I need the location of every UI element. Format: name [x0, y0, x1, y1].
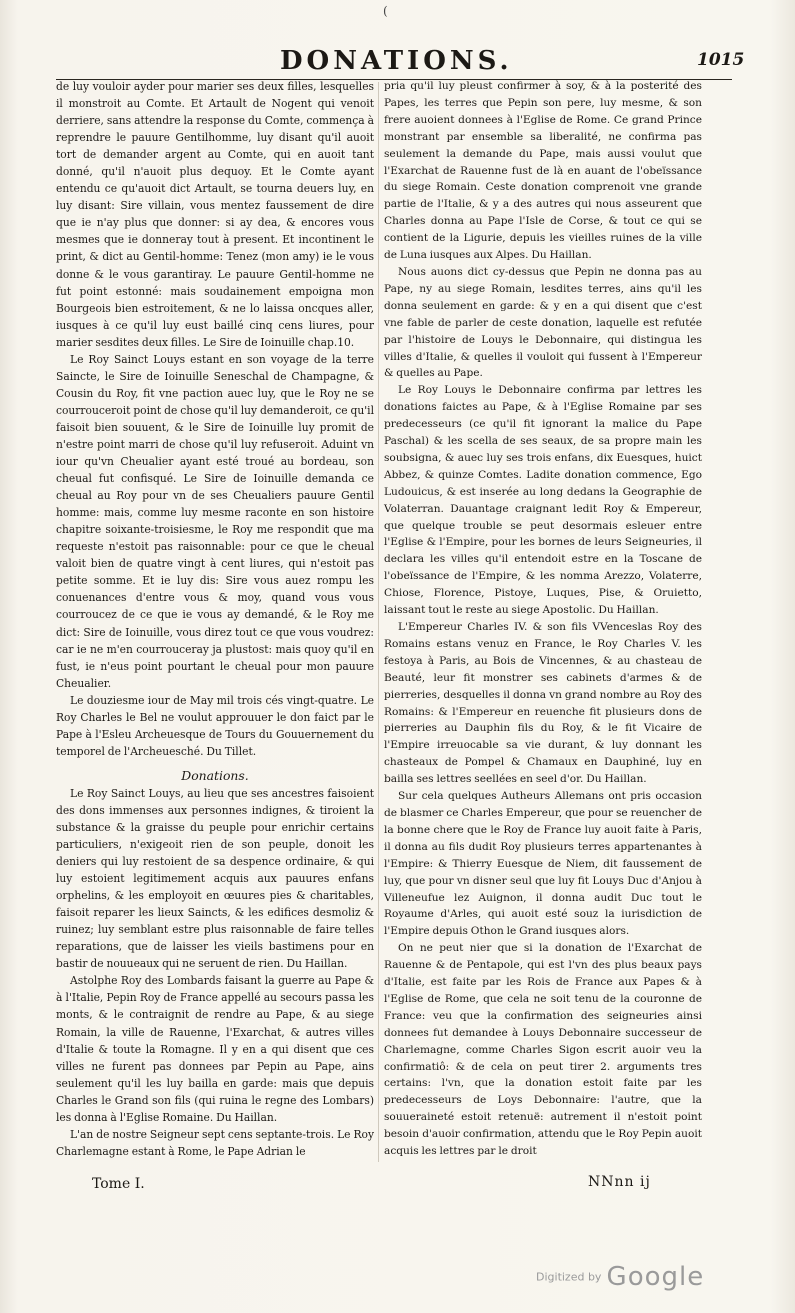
watermark-prefix: Digitized by — [536, 1270, 602, 1284]
paragraph: L'Empereur Charles IV. & son fils VVenceslas Roy des Romains estans venuz en France, le Roy Charles V. les festoya à Paris, au Bois de Vincennes, & au chasteau de Beauté, leur fit monstrer ses cabinets d'armes & de pierreries, desquelles il donna vn grand nombre au Roy des Romains: & l'Empereur en reuenche fit plusieurs dons de pierreries au Dauphin fils du Roy, & le fit Vicaire de l'Empire irreuocable sa vie durant, & luy donnant les chasteaux de Pompel & Chamaux en Dauphiné, luy en bailla ses lettres seellées en seel d'or. Du Haillan. — [384, 621, 702, 786]
paragraph: L'an de nostre Seigneur sept cens septante-trois. Le Roy Charlemagne estant à Rome, le Pape Adrian le — [56, 1127, 374, 1158]
paragraph: Le Roy Sainct Louys, au lieu que ses ancestres faisoient des dons immenses aux personnes indignes, & tiroient la substance & la graisse du peuple pour enrichir certains particuliers, n'exigeoit rien de son peuple, donoit les deniers qui luy restoient de sa despence ordinaire, & qui luy estoient legitimement acquis aux pauures enfans orphelins, & les employoit en œuures pies & charitables, faisoit reparer les lieux Saincts, & les edifices desmoliz & ruinez; luy semblant estre plus raisonnable de faire telles reparations, que de laisser les vieils bastimens pour en bastir de nouueaux qui ne seruent de rien. Du Haillan. — [56, 786, 374, 971]
google-logo: Google — [606, 1262, 705, 1292]
tome-label: Tome I. — [92, 1176, 145, 1192]
paragraph: On ne peut nier que si la donation de l'Exarchat de Rauenne & de Pentapole, qui est l'vn des plus beaux pays d'Italie, est faite par les Rois de France aux Papes & à l'Eglise de Rome, que cela ne soit tenu de la couronne de France: veu que la confirmation des seigneuries ainsi donnees fut demandee à Louys Debonnaire successeur de Charlemagne, comme Charles Sigon escrit auoir veu la confirmatiô: & de cela on peut tirer 2. arguments tres certains: l'vn, que la donation estoit faite par les predecesseurs de Loys Debonnaire: l'autre, que la souueraineté estoit retenuë: autrement il n'estoit point besoin d'auoir confirmation, attendu que le Roy Pepin auoit acquis les lettres par le droit — [384, 942, 702, 1158]
paragraph: Le douziesme iour de May mil trois cés vingt-quatre. Le Roy Charles le Bel ne voulut approuuer le don faict par le Pape à l'Esleu Archeuesque de Tours du Gouuernement du temporel de l'Archeuesché. Du Tillet. — [56, 693, 374, 758]
page-number: 1015 — [697, 50, 745, 70]
paragraph: Le Roy Louys le Debonnaire confirma par lettres les donations faictes au Pape, & à l'Eglise Romaine par ses predecesseurs (ce qu'il fit ignorant la malice du Pape Paschal) & les scella de ses seaux, de sa propre main les soubsigna, & auec luy ses trois enfans, dix Euesques, huict Abbez, & quinze Comtes. Ladite donation commence, Ego Ludouicus, & est inserée au long dedans la Geographie de Volaterran. Dauantage craignant ledit Roy & Empereur, que quelque trouble se peut desormais esleuer entre l'Eglise & l'Empire, pour les bornes de leurs Seigneuries, il declara les villes qu'il entendoit estre en la Toscane de l'obeïssance de l'Empire, & les nomma Arezzo, Volaterre, Chiose, Florence, Pistoye, Luques, Pise, & Oruietto, laissant tout le reste au siege Apostolic. Du Haillan. — [384, 384, 702, 617]
right-column — [384, 78, 702, 1160]
section-heading: Donations. — [181, 767, 249, 783]
left-column — [56, 78, 374, 1160]
column-divider — [378, 82, 379, 1162]
digitized-watermark — [536, 1262, 704, 1292]
page-mark: ( — [383, 4, 388, 18]
paragraph: Astolphe Roy des Lombards faisant la guerre au Pape & à l'Italie, Pepin Roy de France appellé au secours passa les monts, & le contraignit de rendre au Pape, & au siege Romain, la ville de Rauenne, l'Exarchat, & autres villes d'Italie & toute la Romagne. Il y en a qui disent que ces villes ne furent pas donnees par Pepin au Pape, ains seulement qu'il les luy bailla en garde: mais que depuis Charles le Grand son fils (qui ruina le regne des Lombars) les donna à l'Eglise Romaine. Du Haillan. — [56, 974, 374, 1124]
paragraph: Sur cela quelques Autheurs Allemans ont pris occasion de blasmer ce Charles Empereur, que pour se reuencher de la bonne chere que le Roy de France luy auoit faite à Paris, il donna au fils dudit Roy plusieurs terres appartenantes à l'Empire: & Thierry Euesque de Niem, dit faussement de luy, que pour vn disner seul que luy fit Louys Duc d'Anjou à Villeneufue lez Auignon, il donna audit Duc tout le Royaume d'Arles, qui auoit esté souz la iurisdiction de l'Empire depuis Othon le Grand iusques alors. — [384, 790, 702, 938]
paragraph: Le Roy Sainct Louys estant en son voyage de la terre Saincte, le Sire de Ioinuille Seneschal de Champagne, & Cousin du Roy, fit vne paction auec luy, que le Roy ne se courrouceroit point de chose qu'il luy demanderoit, ce qu'il faisoit bien souuent, & le Sire de Ioinuille luy promit de n'estre point marri de chose qu'il luy refuseroit. Aduint vn iour qu'vn Cheualier ayant esté troué au bordeau, son cheual fut confisqué. Le Sire de Ioinuille demanda ce cheual au Roy pour vn de ses Cheualiers pauure Gentil homme: mais, comme luy mesme raconte en son histoire chapitre soixante-troisiesme, le Roy me respondit que ma requeste n'estoit pas raisonnable: pour ce que le cheual valoit bien de quatre vingt à cent liures, qui n'estoit pas petite somme. Et ie luy dis: Sire vous auez rompu les conuenances d'entre vous & moy, quand vous vous courroucez de ce que ie vous ay demandé, & le Roy me dict: Sire de Ioinuille, vous direz tout ce que vous voudrez: car ie ne m'en courrouceray ja plustost: mais quoy qu'il en fust, ie n'eus point pourtant le cheual pour mon pauure Cheualier. — [56, 352, 374, 690]
signature-mark: NNnn ij — [588, 1174, 651, 1190]
running-title: DONATIONS. — [280, 46, 513, 76]
paragraph: pria qu'il luy pleust confirmer à soy, & à la posterité des Papes, les terres que Pepin son pere, luy mesme, & son frere auoient donnees à l'Eglise de Rome. Ce grand Prince monstrant par ensemble sa liberalité, ne confirma pas seulement la demande du Pape, mais aussi voulut que l'Exarchat de Rauenne fust de là en auant de l'obeïssance du siege Romain. Ceste donation comprenoit vne grande partie de l'Italie, & y a des autres qui nous asseurent que Charles donna au Pape l'Isle de Corse, & tout ce qui se contient de la Ligurie, depuis les vieilles ruines de la ville de Luna iusques aux Alpes. Du Haillan. — [384, 80, 702, 262]
paragraph: de luy vouloir ayder pour marier ses deux filles, lesquelles il monstroit au Comte. Et Artault de Nogent qui venoit derriere, sans attendre la response du Comte, commença à reprendre le pauure Gentilhomme, luy disant qu'il auoit tort de demander argent au Comte, qui en auoit tant donné, qu'il n'auoit plus dequoy. Et le Comte ayant entendu ce qu'auoit dict Artault, se tourna deuers luy, en luy disant: Sire villain, vous mentez faussement de dire que ie n'ay plus que donner: si ay dea, & encores vous mesmes que ie donneray tout à present. Et incontinent le print, & dict au Gentil-homme: Tenez (mon amy) ie le vous donne & le vous garantiray. Le pauure Gentil-homme ne fut point estonné: mais soudainement empoigna mon Bourgeois bien estroitement, & ne lo laissa oncques aller, iusques à ce qu'il luy eust baillé cinq cens liures, pour marier sesdites deux filles. Le Sire de Ioinuille chap.10. — [56, 80, 374, 349]
paragraph: Nous auons dict cy-dessus que Pepin ne donna pas au Pape, ny au siege Romain, lesdites terres, ains qu'il les donna seulement en garde: & y en a qui disent que c'est vne fable de parler de ceste donation, laquelle est refutée par l'histoire de Louys le Debonnaire, qui distingua les villes d'Italie, & quelles il vouloit qui fussent à l'Empereur & quelles au Pape. — [384, 265, 702, 380]
